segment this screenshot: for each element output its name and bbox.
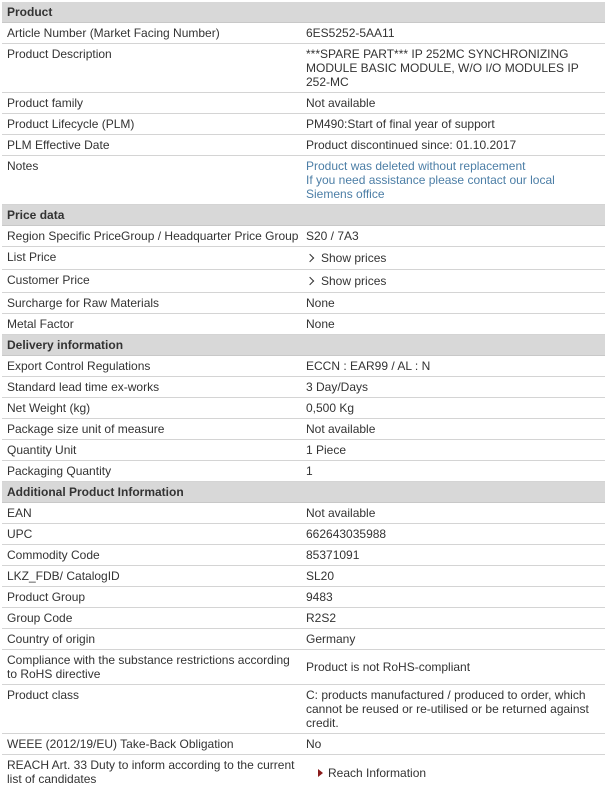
- product-lifecycle-value: PM490:Start of final year of support: [306, 117, 495, 131]
- customer-price-label: Customer Price: [7, 273, 90, 287]
- row-ean: [2, 503, 605, 524]
- list-price-link-text: Show prices: [321, 251, 387, 265]
- row-weee: [2, 734, 605, 755]
- customer-price-cell: [304, 270, 605, 292]
- upc-label: UPC: [7, 527, 33, 541]
- row-metal-factor: [2, 314, 605, 335]
- country-of-origin-value: Germany: [306, 632, 356, 646]
- ean-value: Not available: [306, 506, 376, 520]
- row-quantity-unit: [2, 440, 605, 461]
- row-region-price-group: [2, 226, 605, 247]
- row-packaging-quantity: [2, 461, 605, 482]
- plm-effective-date-value: Product discontinued since: 01.10.2017: [306, 138, 517, 152]
- metal-factor-label: Metal Factor: [7, 317, 74, 331]
- row-product-group: [2, 587, 605, 608]
- reach-cell: [304, 755, 605, 790]
- row-lead-time: [2, 377, 605, 398]
- notes-contact-link[interactable]: If you need assistance please contact our local Siemens office: [306, 173, 555, 201]
- row-export-control: [2, 356, 605, 377]
- row-package-size: [2, 419, 605, 440]
- row-commodity-code: [2, 545, 605, 566]
- metal-factor-value: None: [306, 317, 335, 331]
- commodity-code-label: Commodity Code: [7, 548, 100, 562]
- row-surcharge: [2, 293, 605, 314]
- section-product-heading: Product: [2, 2, 605, 23]
- row-plm-effective-date: [2, 135, 605, 156]
- product-lifecycle-label: Product Lifecycle (PLM): [7, 117, 135, 131]
- catalog-id-label: LKZ_FDB/ CatalogID: [7, 569, 120, 583]
- triangle-right-icon: [318, 769, 323, 777]
- weee-label: WEEE (2012/19/EU) Take-Back Obligation: [7, 737, 234, 751]
- export-control-value: ECCN : EAR99 / AL : N: [306, 359, 431, 373]
- group-code-label: Group Code: [7, 611, 73, 625]
- group-code-value: R2S2: [306, 611, 337, 625]
- product-class-label: Product class: [7, 688, 80, 702]
- packaging-quantity-label: Packaging Quantity: [7, 464, 112, 478]
- row-rohs-compliance: [2, 650, 605, 685]
- chevron-right-icon: [306, 277, 314, 285]
- lead-time-label: Standard lead time ex-works: [7, 380, 160, 394]
- surcharge-value: None: [306, 296, 335, 310]
- plm-effective-date-label: PLM Effective Date: [7, 138, 110, 152]
- country-of-origin-label: Country of origin: [7, 632, 96, 646]
- row-product-family: [2, 93, 605, 114]
- product-family-label: Product family: [7, 96, 84, 110]
- product-family-value: Not available: [306, 96, 376, 110]
- notes-deleted-text: Product was deleted without replacement: [306, 159, 526, 173]
- list-price-cell: [304, 247, 605, 269]
- reach-information-link-text: Reach Information: [328, 765, 427, 780]
- section-delivery-heading: Delivery information: [2, 335, 605, 356]
- notes-value: [304, 156, 605, 204]
- row-country-of-origin: [2, 629, 605, 650]
- product-description-value: ***SPARE PART*** IP 252MC SYNCHRONIZING MODULE BASIC MODULE, W/O I/O MODULES IP 252-MC: [306, 47, 579, 89]
- customer-price-link-text: Show prices: [321, 274, 387, 288]
- packaging-quantity-value: 1: [306, 464, 313, 478]
- customer-price-show-prices-link[interactable]: [306, 274, 386, 288]
- product-group-label: Product Group: [7, 590, 86, 604]
- row-net-weight: [2, 398, 605, 419]
- reach-information-link[interactable]: [306, 766, 426, 780]
- surcharge-label: Surcharge for Raw Materials: [7, 296, 160, 310]
- row-product-class: [2, 685, 605, 734]
- reach-label: REACH Art. 33 Duty to inform according to the current list of candidates: [7, 758, 295, 786]
- commodity-code-value: 85371091: [306, 548, 360, 562]
- package-size-label: Package size unit of measure: [7, 422, 165, 436]
- quantity-unit-value: 1 Piece: [306, 443, 347, 457]
- ean-label: EAN: [7, 506, 32, 520]
- net-weight-label: Net Weight (kg): [7, 401, 91, 415]
- rohs-compliance-value: Product is not RoHS-compliant: [306, 660, 471, 674]
- product-description-label: Product Description: [7, 47, 112, 61]
- row-customer-price: [2, 270, 605, 293]
- row-catalog-id: [2, 566, 605, 587]
- region-price-group-label: Region Specific PriceGroup / Headquarter Price Group: [7, 229, 299, 243]
- product-class-value: C: products manufactured / produced to order, which cannot be reused or re-utilised or be returned against credit.: [306, 688, 589, 730]
- weee-value: No: [306, 737, 322, 751]
- export-control-label: Export Control Regulations: [7, 359, 151, 373]
- row-reach: [2, 755, 605, 790]
- product-data-sheet: [2, 2, 605, 790]
- notes-label: Notes: [7, 159, 39, 173]
- row-product-description: [2, 44, 605, 93]
- lead-time-value: 3 Day/Days: [306, 380, 369, 394]
- rohs-compliance-label: Compliance with the substance restrictions according to RoHS directive: [7, 653, 290, 681]
- section-price-heading: Price data: [2, 205, 605, 226]
- upc-value: 662643035988: [306, 527, 387, 541]
- list-price-label: List Price: [7, 250, 57, 264]
- row-list-price: [2, 247, 605, 270]
- article-number-value: 6ES5252-5AA11: [306, 26, 395, 40]
- list-price-show-prices-link[interactable]: [306, 251, 386, 265]
- row-article-number: [2, 23, 605, 44]
- article-number-label: Article Number (Market Facing Number): [7, 26, 220, 40]
- quantity-unit-label: Quantity Unit: [7, 443, 77, 457]
- section-additional-heading: Additional Product Information: [2, 482, 605, 503]
- chevron-right-icon: [306, 254, 314, 262]
- catalog-id-value: SL20: [306, 569, 335, 583]
- row-notes: [2, 156, 605, 205]
- product-group-value: 9483: [306, 590, 333, 604]
- row-product-lifecycle: [2, 114, 605, 135]
- net-weight-value: 0,500 Kg: [306, 401, 355, 415]
- row-group-code: [2, 608, 605, 629]
- package-size-value: Not available: [306, 422, 376, 436]
- region-price-group-value: S20 / 7A3: [306, 229, 359, 243]
- row-upc: [2, 524, 605, 545]
